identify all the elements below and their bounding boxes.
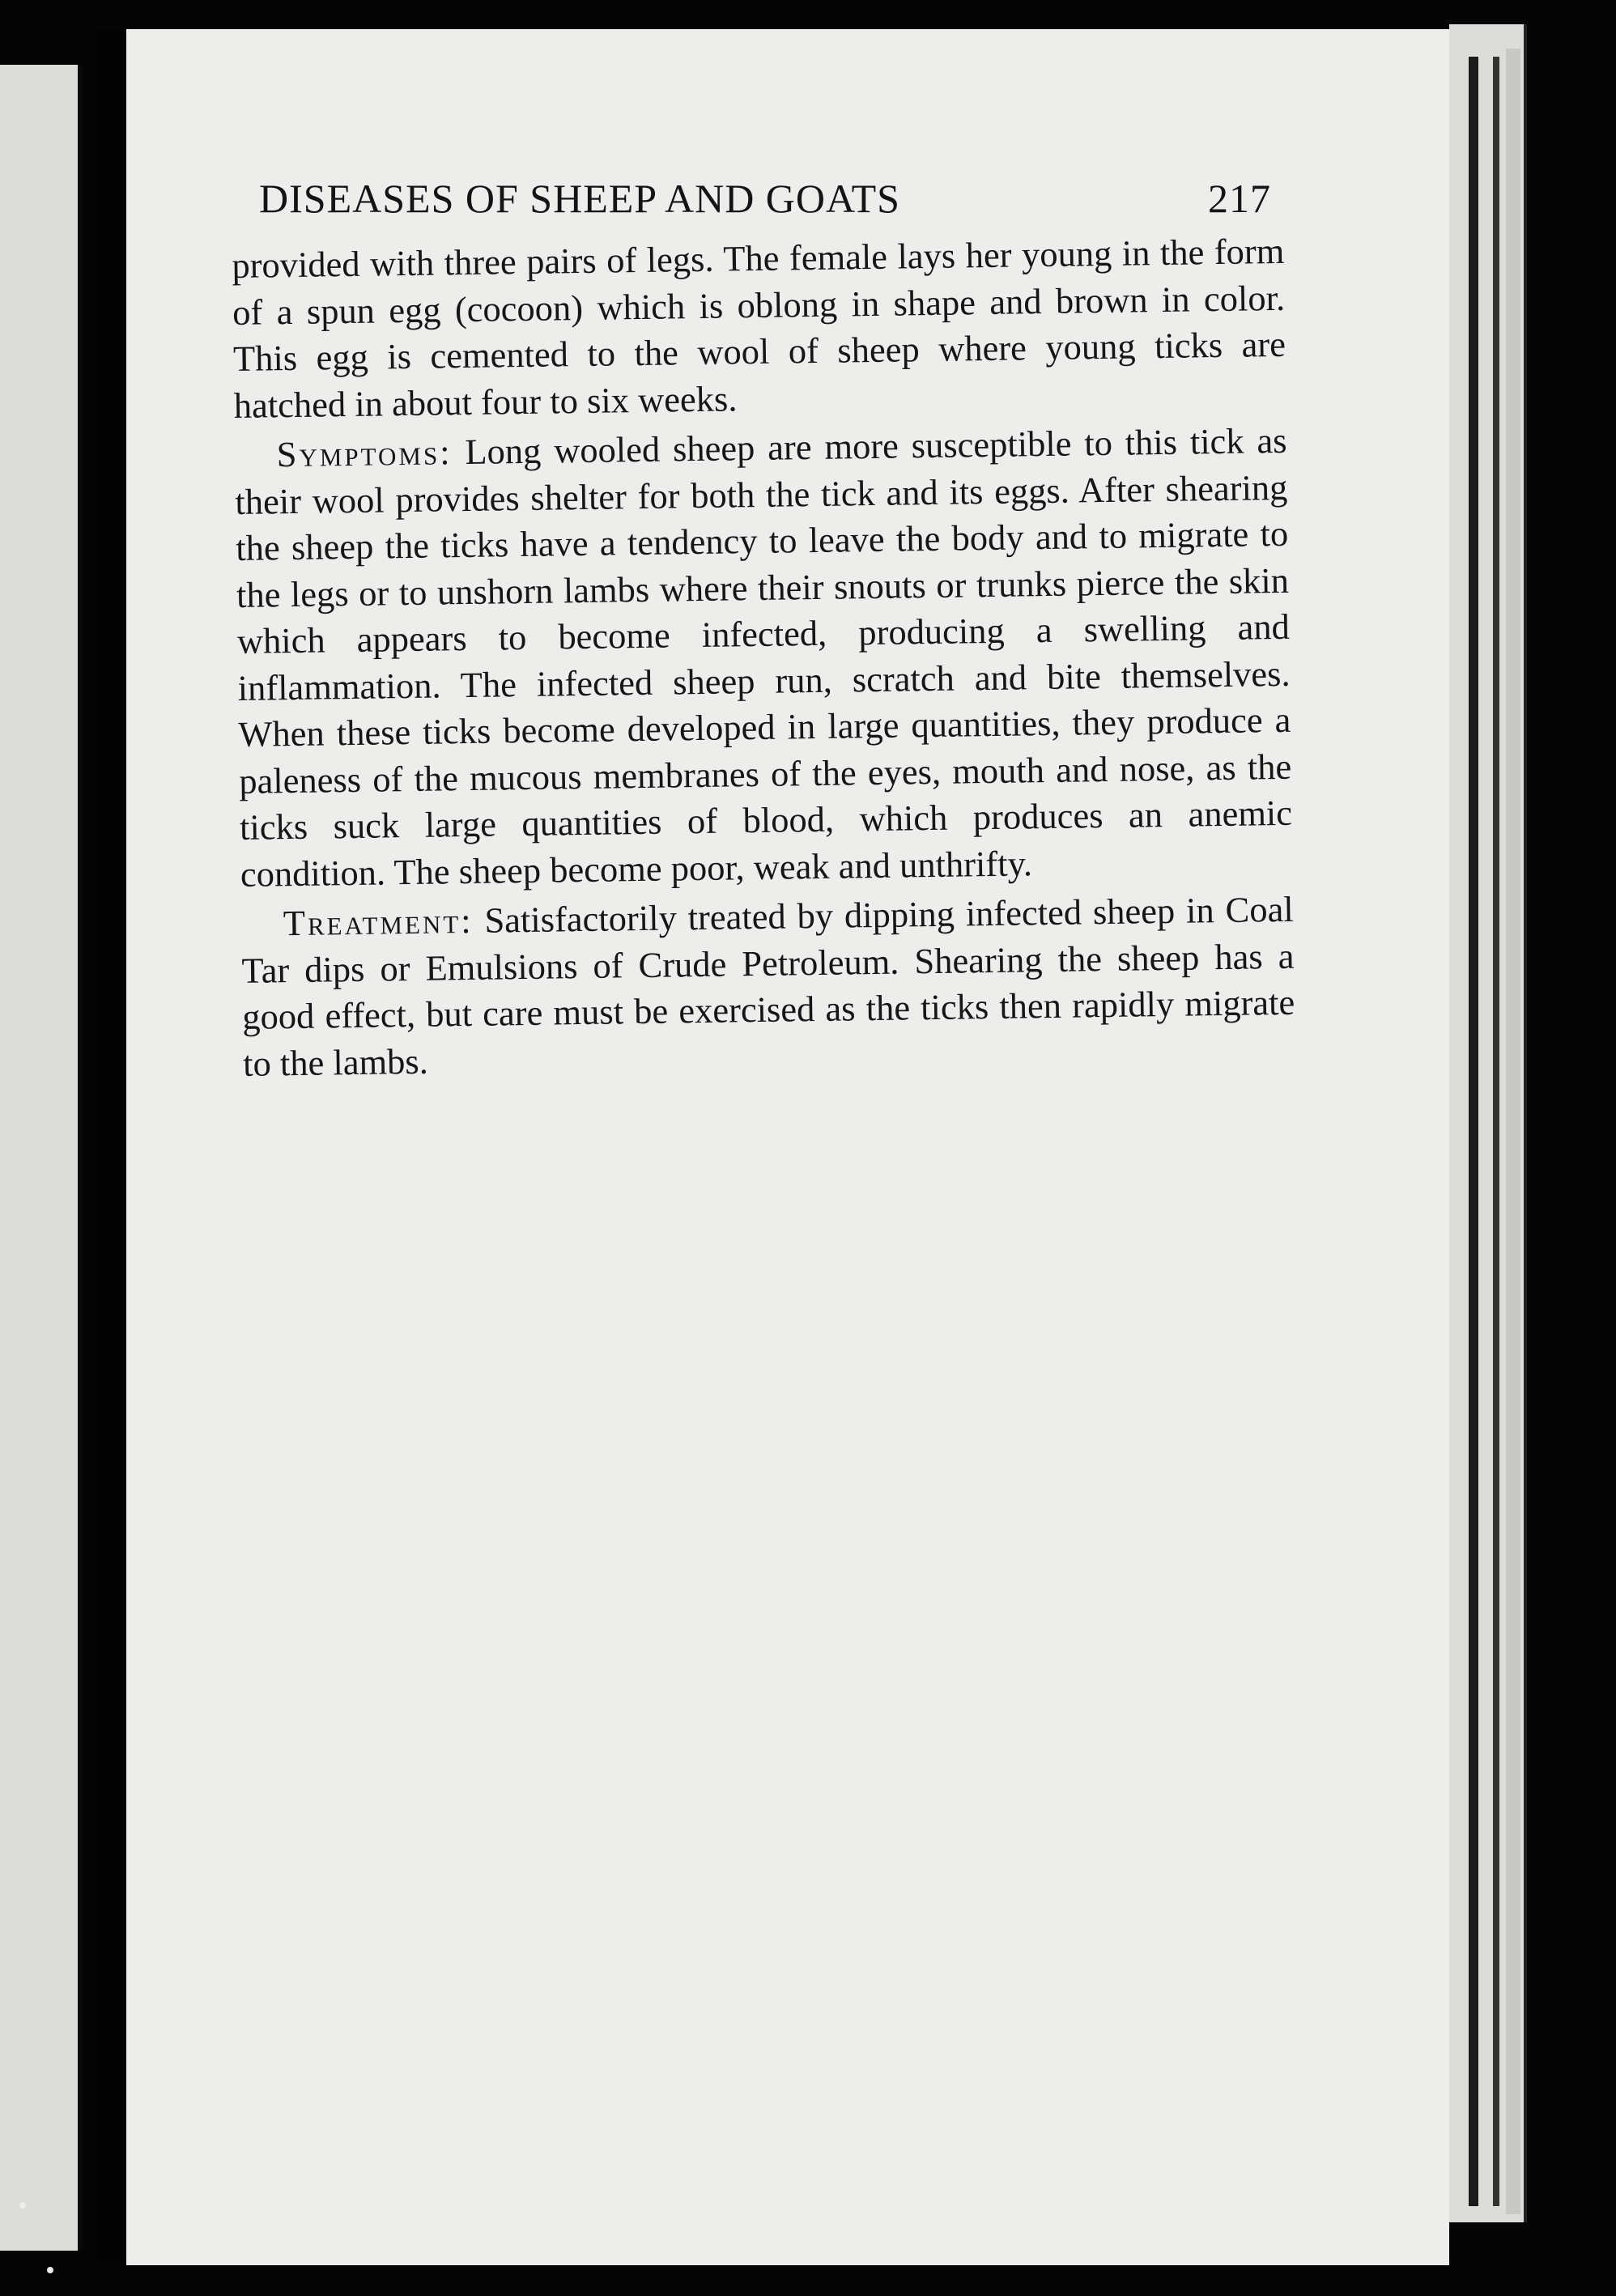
facing-page-edge	[0, 65, 83, 2251]
paragraph-text: Satisfactorily treated by dipping infected sheep in Coal Tar dips or Emulsions of Crude Petroleum. Shearing the sheep has a good effect, but care must be exercised as the ticks then rapidly migrate to the lambs.	[241, 888, 1295, 1084]
running-head	[259, 175, 1271, 222]
running-head-title: DISEASES OF SHEEP AND GOATS	[259, 176, 900, 221]
binding-strip	[1469, 57, 1478, 2206]
section-heading-treatment: Treatment:	[283, 899, 474, 944]
paragraph-treatment	[240, 887, 1295, 1087]
section-heading-symptoms: Symptoms:	[276, 432, 453, 475]
binding-strip	[1506, 49, 1520, 2214]
page-number: 217	[1208, 176, 1271, 221]
body-text	[232, 228, 1295, 1087]
page-edge-binding	[1449, 24, 1527, 2222]
binding-strip	[1493, 57, 1499, 2206]
scan-speck	[47, 2267, 53, 2273]
paragraph	[232, 228, 1286, 429]
paragraph-text: provided with three pairs of legs. The female lays her young in the form of a spun egg (cocoon) which is oblong in shape and brown in color. This egg is cemented to the wool of sheep where young ticks are hatched in about four to six weeks.	[232, 230, 1286, 426]
paragraph-text: Long wooled sheep are more susceptible to this tick as their wool provides shelter for both the tick and its eggs. After shearing the sheep the ticks have a tendency to leave the body and to migrate to the legs or to unshorn lambs where their snouts or trunks pierce the skin which appears to become infected, producing a swelling and inflammation. The infected sheep run, scratch and bite themselves. When these ticks become developed in large quantities, they produce a paleness of the mucous membranes of the eyes, mouth and nose, as the ticks suck large quantities of blood, which produces an anemic condition. The sheep become poor, weak and unthrifty.	[235, 419, 1293, 895]
scan-speck	[19, 2202, 26, 2209]
paragraph-symptoms	[234, 418, 1293, 898]
